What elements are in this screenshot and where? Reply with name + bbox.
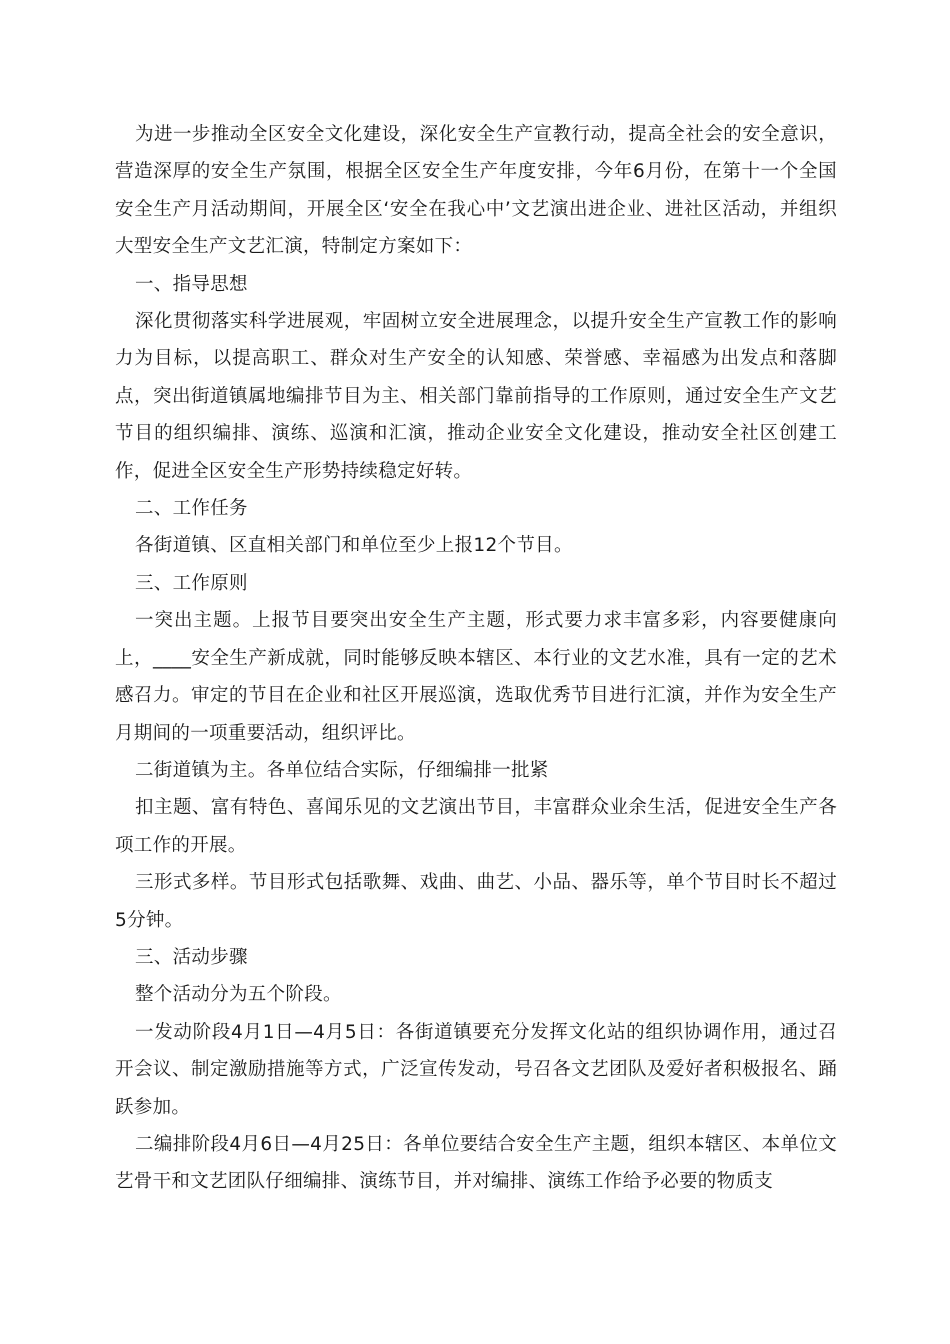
heading-activity-steps: 三、活动步骤: [135, 946, 248, 968]
heading-work-principles: 三、工作原则: [135, 572, 248, 594]
paragraph-stage-mobilize: 一发动阶段4月1日—4月5日：各街道镇要充分发挥文化站的组织协调作用，通过召开会议、制定激励措施等方式，广泛宣传发动，号召各文艺团队及爱好者积极报名、踊跃参加。: [115, 1021, 837, 1118]
paragraph-principle-forms: 三形式多样。节目形式包括歌舞、戏曲、曲艺、小品、器乐等，单个节目时长不超过5分钟。: [115, 872, 837, 931]
paragraph-guiding-ideology: 深化贯彻落实科学进展观，牢固树立安全进展理念，以提升安全生产宣教工作的影响力为目标，以提高职工、群众对生产安全的认知感、荣誉感、幸福感为出发点和落脚点，突出街道镇属地编排节目为主、相关部门靠前指导的工作原则，通过安全生产文艺节目的组织编排、演练、巡演和汇演，推动企业安全文化建设，推动安全社区创建工作，促进全区安全生产形势持续稳定好转。: [115, 311, 837, 482]
paragraph-principle-street: 二街道镇为主。各单位结合实际，仔细编排一批紧: [135, 759, 549, 781]
paragraph-principle-street-cont: 扣主题、富有特色、喜闻乐见的文艺演出节目，丰富群众业余生活，促进安全生产各项工作的开展。: [115, 797, 837, 856]
paragraph-stages-overview: 整个活动分为五个阶段。: [135, 984, 342, 1006]
paragraph-principle-theme: 一突出主题。上报节目要突出安全生产主题，形式要力求丰富多彩，内容要健康向上，____安全生产新成就，同时能够反映本辖区、本行业的文艺水准，具有一定的艺术感召力。审定的节目在企业和社区开展巡演，选取优秀节目进行汇演，并作为安全生产月期间的一项重要活动，组织评比。: [115, 610, 837, 744]
paragraph-work-tasks: 各街道镇、区直相关部门和单位至少上报12个节目。: [135, 535, 573, 557]
heading-work-tasks: 二、工作任务: [135, 498, 248, 520]
paragraph-stage-arrange: 二编排阶段4月6日—4月25日：各单位要结合安全生产主题，组织本辖区、本单位文艺骨干和文艺团队仔细编排、演练节目，并对编排、演练工作给予必要的物质支: [115, 1133, 837, 1193]
paragraph-intro: 为进一步推动全区安全文化建设，深化安全生产宣教行动，提高全社会的安全意识，营造深厚的安全生产氛围，根据全区安全生产年度安排，今年6月份，在第十一个全国安全生产月活动期间，开展全区‘安全在我心中’文艺演出进企业、进社区活动，并组织大型安全生产文艺汇演，特制定方案如下：: [115, 124, 837, 258]
document-body: [115, 116, 837, 1201]
heading-guiding-ideology: 一、指导思想: [135, 273, 248, 295]
